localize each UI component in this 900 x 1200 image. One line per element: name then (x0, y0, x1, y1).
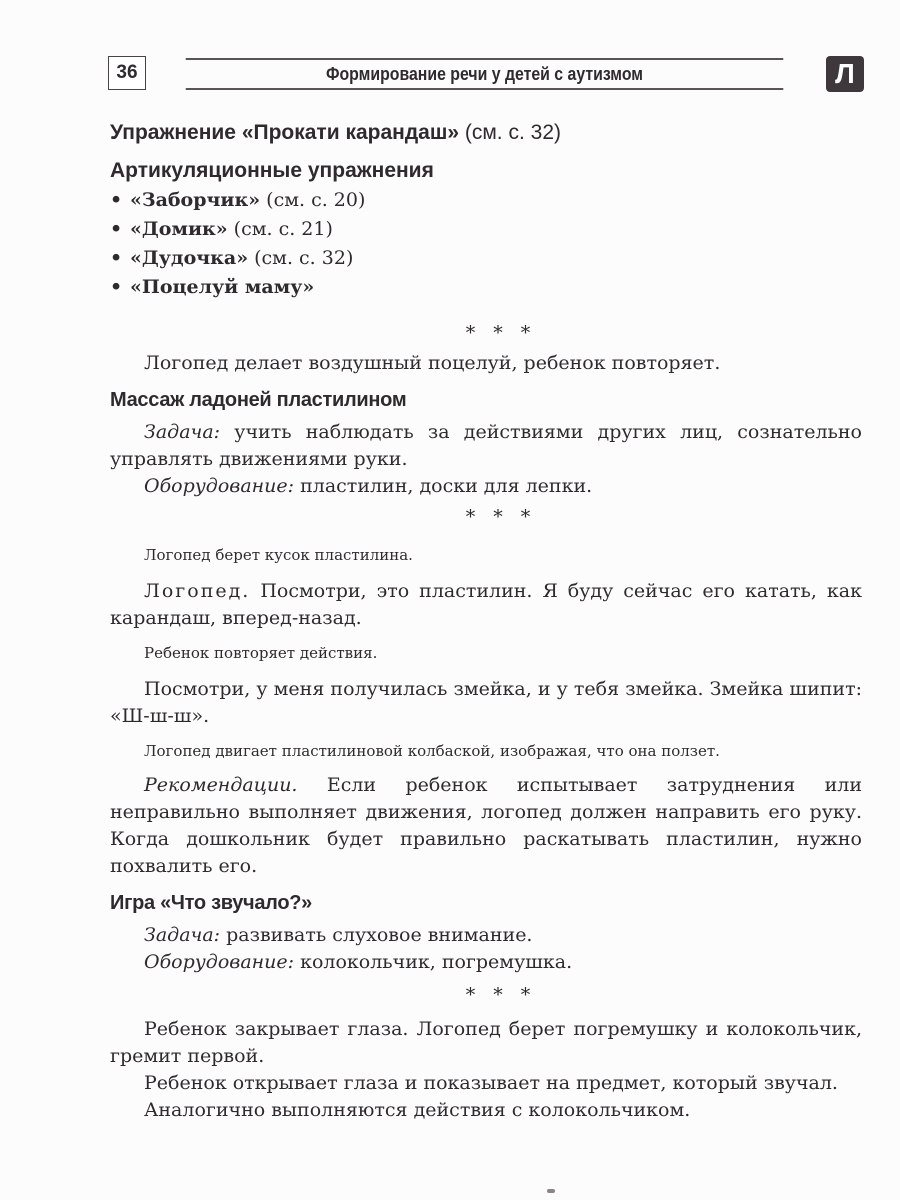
stage-direction: Логопед двигает пластилиновой колбаской, изображая, что она ползет. (144, 742, 720, 760)
page-body (110, 118, 862, 1124)
exercise-title: Упражнение «Прокати карандаш» (110, 121, 460, 144)
page-number: 36 (108, 56, 146, 90)
paragraph: Логопед делает воздушный поцелуй, ребенок повторяет. (144, 352, 721, 374)
bullet-icon: • (110, 276, 123, 298)
massage-heading: Массаж ладоней пластилином (110, 389, 407, 411)
recommendations-paragraph: Рекомендации. Если ребенок испытывает затруднения или неправильно выполняет движения, логопед должен направить его руку. Когда дошкольник будет правильно раскатывать пластилин, нужно похвалить его. (110, 774, 862, 877)
task-paragraph: Задача: развивать слуховое внимание. (144, 924, 533, 946)
paragraph: Ребенок закрывает глаза. Логопед берет погремушку и колокольчик, гремит первой. (110, 1018, 862, 1067)
list-item: • «Домик» (см. с. 21) (110, 215, 862, 244)
scan-speck (547, 1189, 555, 1193)
bullet-icon: • (110, 247, 123, 269)
dialogue-paragraph: Посмотри, у меня получилась змейка, и у тебя змейка. Змейка шипит: «Ш-ш-ш». (110, 678, 862, 727)
page-header (108, 56, 864, 92)
section-separator: * * * (465, 322, 537, 344)
equipment-paragraph: Оборудование: пластилин, доски для лепки. (144, 475, 593, 497)
equipment-paragraph: Оборудование: колокольчик, погремушка. (144, 951, 573, 973)
bullet-icon: • (110, 189, 123, 211)
list-item: • «Дудочка» (см. с. 32) (110, 244, 862, 273)
articulation-heading: Артикуляционные упражнения (110, 159, 434, 182)
task-paragraph: Задача: учить наблюдать за действиями других лиц, сознательно управлять движениями руки. (110, 421, 862, 470)
exercise-heading (110, 118, 862, 148)
stage-direction: Ребенок повторяет действия. (144, 644, 378, 662)
stage-direction: Логопед берет кусок пластилина. (144, 546, 413, 564)
articulation-list (110, 186, 862, 302)
running-title: Формирование речи у детей с аутизмом (186, 58, 784, 90)
section-tab-letter: Л (826, 56, 864, 92)
exercise-ref: (см. с. 32) (459, 121, 562, 144)
bullet-icon: • (110, 218, 123, 240)
section-separator: * * * (465, 984, 537, 1006)
game-heading: Игра «Что звучало?» (110, 892, 312, 914)
list-item: • «Поцелуй маму» (110, 273, 862, 302)
section-separator: * * * (465, 506, 537, 528)
list-item: • «Заборчик» (см. с. 20) (110, 186, 862, 215)
paragraph: Ребенок открывает глаза и показывает на предмет, который звучал. (144, 1072, 838, 1094)
paragraph: Аналогично выполняются действия с колокольчиком. (144, 1099, 691, 1121)
dialogue-paragraph: Логопед. Посмотри, это пластилин. Я буду сейчас его катать, как карандаш, вперед-назад. (110, 580, 862, 629)
